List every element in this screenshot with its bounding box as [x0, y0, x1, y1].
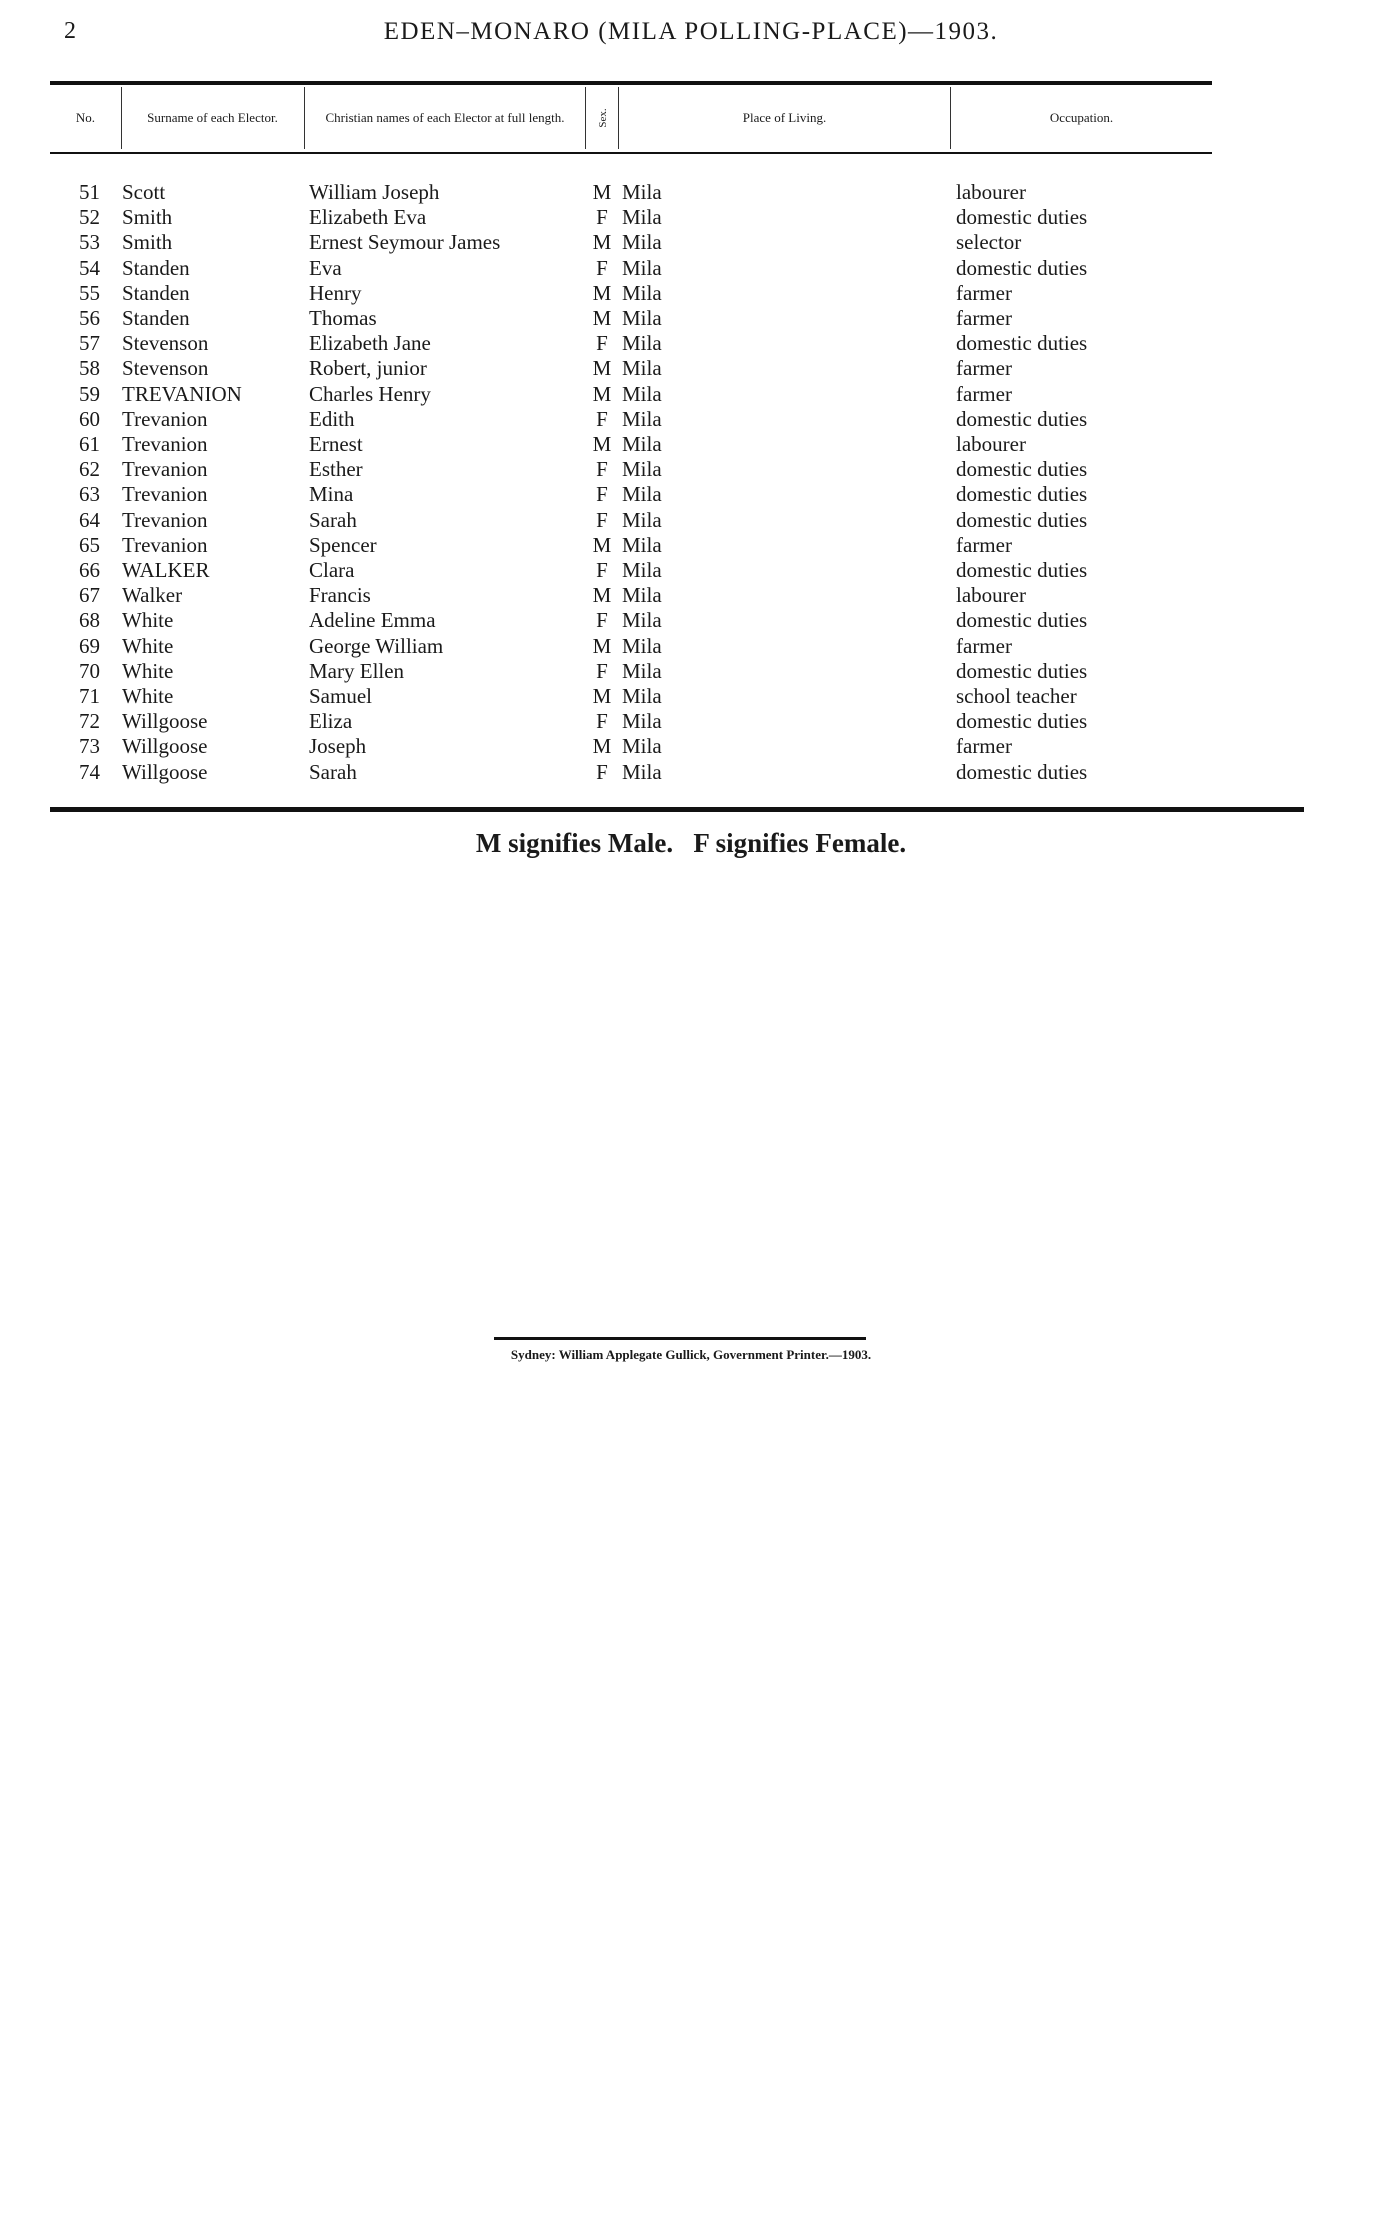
elector-surname: Standen — [122, 255, 190, 280]
elector-surname: Trevanion — [122, 432, 208, 456]
table-row — [0, 230, 1382, 255]
elector-christian-names: Samuel — [309, 684, 372, 708]
elector-surname: Smith — [122, 205, 173, 230]
elector-number: 69 — [79, 633, 100, 658]
table-row — [0, 331, 1382, 356]
elector-place: Mila — [622, 558, 662, 582]
elector-christian-names: Clara — [309, 558, 355, 582]
elector-christian-names: Elizabeth Eva — [309, 205, 427, 230]
table-row — [0, 583, 1382, 608]
table-top-rule — [50, 81, 1212, 85]
table-row — [0, 634, 1382, 659]
elector-surname: Scott — [122, 180, 166, 204]
table-row — [0, 457, 1382, 482]
table-row — [0, 558, 1382, 583]
page-number: 2 — [64, 18, 76, 44]
elector-surname: Stevenson — [122, 356, 209, 381]
table-row — [0, 205, 1382, 230]
elector-occupation: labourer — [956, 583, 1026, 608]
elector-occupation: domestic duties — [956, 482, 1088, 507]
elector-surname: Stevenson — [122, 331, 209, 356]
elector-surname: Standen — [122, 306, 190, 330]
elector-christian-names: Sarah — [309, 759, 357, 784]
elector-christian-names: Spencer — [309, 532, 377, 557]
elector-number: 53 — [79, 230, 100, 255]
elector-occupation: domestic duties — [956, 507, 1088, 532]
elector-christian-names: Eva — [309, 255, 342, 280]
elector-surname: White — [122, 608, 174, 633]
elector-occupation: domestic duties — [956, 658, 1088, 683]
elector-christian-names: Elizabeth Jane — [309, 331, 431, 356]
elector-occupation: selector — [956, 230, 1022, 255]
table-row — [0, 508, 1382, 533]
page-title: EDEN–MONARO (MILA POLLING-PLACE)—1903. — [383, 18, 999, 45]
table-row — [0, 407, 1382, 432]
elector-place: Mila — [622, 759, 662, 784]
elector-number: 70 — [79, 658, 100, 683]
elector-occupation: farmer — [956, 280, 1012, 305]
elector-sex: M — [592, 633, 612, 658]
column-divider — [304, 87, 305, 149]
elector-place: Mila — [622, 406, 662, 431]
elector-place: Mila — [622, 608, 662, 633]
table-row — [0, 760, 1382, 785]
table-bottom-rule — [50, 807, 1304, 812]
printer-imprint: Sydney: William Applegate Gullick, Government Printer.—1903. — [510, 1347, 872, 1362]
elector-surname: Trevanion — [122, 482, 208, 507]
elector-sex: F — [596, 406, 608, 431]
elector-surname: Trevanion — [122, 406, 208, 431]
elector-sex: M — [592, 230, 612, 255]
table-header-rule — [50, 152, 1212, 154]
table-row — [0, 432, 1382, 457]
elector-place: Mila — [622, 331, 662, 356]
elector-place: Mila — [622, 532, 662, 557]
elector-surname: White — [122, 658, 174, 683]
elector-number: 65 — [79, 532, 100, 557]
elector-place: Mila — [622, 583, 662, 608]
elector-number: 52 — [79, 205, 100, 230]
elector-number: 67 — [79, 583, 100, 608]
elector-place: Mila — [622, 180, 662, 204]
table-row — [0, 482, 1382, 507]
elector-occupation: labourer — [956, 180, 1026, 204]
printer-rule — [494, 1337, 866, 1340]
elector-number: 68 — [79, 608, 100, 633]
elector-occupation: domestic duties — [956, 457, 1088, 482]
elector-sex: F — [596, 558, 608, 582]
table-row — [0, 608, 1382, 633]
elector-sex: M — [592, 356, 612, 381]
elector-number: 56 — [79, 306, 100, 330]
column-divider — [121, 87, 122, 149]
elector-christian-names: Edith — [309, 406, 355, 431]
elector-christian-names: Charles Henry — [309, 381, 431, 406]
sex-legend: M signifies Male. F signifies Female. — [475, 828, 907, 858]
elector-occupation: farmer — [956, 356, 1012, 381]
column-header-occupation: Occupation. — [1049, 110, 1114, 125]
elector-number: 66 — [79, 558, 100, 582]
elector-place: Mila — [622, 633, 662, 658]
elector-sex: F — [596, 507, 608, 532]
elector-sex: F — [596, 608, 608, 633]
elector-sex: M — [592, 734, 612, 759]
elector-place: Mila — [622, 734, 662, 759]
elector-christian-names: William Joseph — [309, 180, 440, 204]
elector-place: Mila — [622, 709, 662, 734]
elector-occupation: farmer — [956, 532, 1012, 557]
elector-sex: F — [596, 205, 608, 230]
elector-place: Mila — [622, 306, 662, 330]
elector-surname: White — [122, 633, 174, 658]
elector-christian-names: Mary Ellen — [309, 658, 405, 683]
elector-christian-names: George William — [309, 633, 444, 658]
elector-occupation: farmer — [956, 306, 1012, 330]
elector-occupation: domestic duties — [956, 608, 1088, 633]
elector-occupation: domestic duties — [956, 558, 1088, 582]
elector-christian-names: Thomas — [309, 306, 377, 330]
elector-surname: Trevanion — [122, 532, 208, 557]
table-row — [0, 709, 1382, 734]
elector-christian-names: Esther — [309, 457, 363, 482]
elector-place: Mila — [622, 457, 662, 482]
elector-place: Mila — [622, 684, 662, 708]
elector-sex: F — [596, 759, 608, 784]
elector-christian-names: Robert, junior — [309, 356, 427, 381]
elector-number: 74 — [79, 759, 100, 784]
column-header-sex — [594, 100, 612, 136]
column-header-no: No. — [75, 110, 96, 125]
elector-number: 54 — [79, 255, 100, 280]
elector-number: 58 — [79, 356, 100, 381]
table-row — [0, 281, 1382, 306]
elector-christian-names: Henry — [309, 280, 362, 305]
column-header-christian: Christian names of each Elector at full length. — [325, 110, 565, 125]
elector-christian-names: Adeline Emma — [309, 608, 436, 633]
elector-number: 63 — [79, 482, 100, 507]
elector-number: 59 — [79, 381, 100, 406]
table-row — [0, 684, 1382, 709]
table-row — [0, 734, 1382, 759]
table-row — [0, 306, 1382, 331]
elector-christian-names: Eliza — [309, 709, 353, 734]
elector-sex: F — [596, 658, 608, 683]
elector-place: Mila — [622, 280, 662, 305]
elector-place: Mila — [622, 658, 662, 683]
table-row — [0, 180, 1382, 205]
elector-sex: M — [592, 684, 612, 708]
elector-surname: White — [122, 684, 174, 708]
elector-place: Mila — [622, 205, 662, 230]
elector-place: Mila — [622, 507, 662, 532]
elector-occupation: farmer — [956, 734, 1012, 759]
table-row — [0, 659, 1382, 684]
elector-surname: TREVANION — [122, 381, 242, 406]
elector-surname: Willgoose — [122, 709, 208, 734]
column-header-sex-label: Sex. — [597, 108, 609, 128]
elector-occupation: farmer — [956, 381, 1012, 406]
elector-christian-names: Sarah — [309, 507, 357, 532]
elector-christian-names: Francis — [309, 583, 371, 608]
elector-sex: F — [596, 331, 608, 356]
elector-sex: M — [592, 532, 612, 557]
column-header-surname: Surname of each Elector. — [147, 110, 278, 125]
elector-number: 64 — [79, 507, 100, 532]
elector-sex: F — [596, 255, 608, 280]
elector-number: 57 — [79, 331, 100, 356]
elector-surname: Willgoose — [122, 759, 208, 784]
table-row — [0, 256, 1382, 281]
elector-occupation: domestic duties — [956, 759, 1088, 784]
elector-sex: M — [592, 180, 612, 204]
elector-sex: M — [592, 432, 612, 456]
elector-number: 62 — [79, 457, 100, 482]
elector-sex: F — [596, 457, 608, 482]
elector-surname: Trevanion — [122, 507, 208, 532]
table-row — [0, 533, 1382, 558]
elector-christian-names: Ernest — [309, 432, 363, 456]
elector-sex: M — [592, 583, 612, 608]
table-row — [0, 382, 1382, 407]
elector-surname: Standen — [122, 280, 190, 305]
elector-place: Mila — [622, 255, 662, 280]
elector-surname: Walker — [122, 583, 183, 608]
column-header-place: Place of Living. — [742, 110, 827, 125]
elector-number: 72 — [79, 709, 100, 734]
elector-sex: M — [592, 280, 612, 305]
elector-number: 73 — [79, 734, 100, 759]
elector-surname: Willgoose — [122, 734, 208, 759]
elector-occupation: domestic duties — [956, 331, 1088, 356]
elector-occupation: labourer — [956, 432, 1026, 456]
elector-occupation: domestic duties — [956, 205, 1088, 230]
elector-christian-names: Ernest Seymour James — [309, 230, 501, 255]
elector-christian-names: Mina — [309, 482, 354, 507]
elector-number: 71 — [79, 684, 100, 708]
elector-occupation: farmer — [956, 633, 1012, 658]
elector-place: Mila — [622, 356, 662, 381]
elector-number: 55 — [79, 280, 100, 305]
elector-sex: F — [596, 709, 608, 734]
elector-number: 60 — [79, 406, 100, 431]
elector-sex: F — [596, 482, 608, 507]
column-divider — [585, 87, 586, 149]
elector-christian-names: Joseph — [309, 734, 367, 759]
elector-occupation: domestic duties — [956, 709, 1088, 734]
elector-occupation: domestic duties — [956, 406, 1088, 431]
elector-place: Mila — [622, 482, 662, 507]
elector-place: Mila — [622, 381, 662, 406]
elector-sex: M — [592, 381, 612, 406]
elector-occupation: domestic duties — [956, 255, 1088, 280]
elector-place: Mila — [622, 230, 662, 255]
elector-place: Mila — [622, 432, 662, 456]
elector-sex: M — [592, 306, 612, 330]
elector-occupation: school teacher — [956, 684, 1077, 708]
elector-surname: WALKER — [122, 558, 210, 582]
elector-surname: Trevanion — [122, 457, 208, 482]
elector-surname: Smith — [122, 230, 173, 255]
elector-number: 51 — [79, 180, 100, 204]
table-row — [0, 356, 1382, 381]
elector-number: 61 — [79, 432, 100, 456]
